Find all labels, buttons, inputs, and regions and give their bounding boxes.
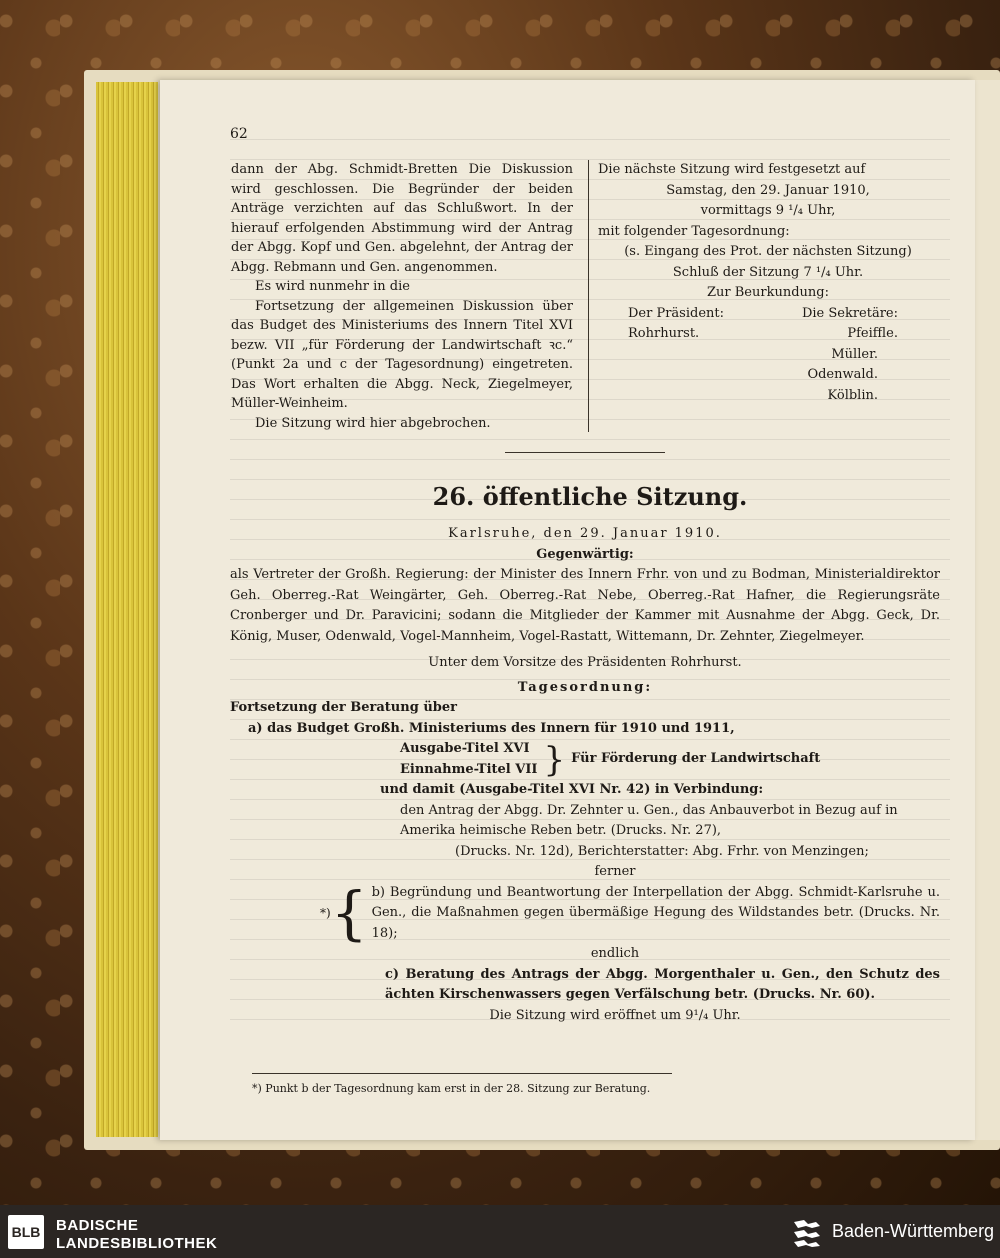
secretary-name: Kölblin. bbox=[827, 387, 878, 403]
signature-row bbox=[598, 324, 938, 345]
agenda-line: den Antrag der Abgg. Dr. Zehnter u. Gen., das Anbauverbot in Bezug auf in Amerika heimische Reben betr. (Drucks. Nr. 27), bbox=[400, 802, 898, 838]
blb-name-line2: LANDESBIBLIOTHEK bbox=[56, 1235, 218, 1252]
next-date: Samstag, den 29. Januar 1910, bbox=[666, 182, 870, 198]
agenda-endlich: endlich bbox=[590, 946, 640, 961]
footnote-mark: *) bbox=[320, 906, 331, 920]
president-label: Der Präsident: bbox=[628, 305, 724, 321]
secretary-name: Müller. bbox=[831, 346, 878, 362]
next-session: Die nächste Sitzung wird festgesetzt auf bbox=[598, 162, 866, 177]
agenda-line: a) das Budget Großh. Ministeriums des Innern für 1910 und 1911, bbox=[248, 720, 735, 736]
bw-lions-icon[interactable] bbox=[790, 1216, 826, 1248]
footnote-rule bbox=[252, 1073, 672, 1074]
opening: Die Sitzung wird eröffnet um 9¹/₄ Uhr. bbox=[489, 1007, 741, 1023]
section-rule bbox=[505, 452, 665, 453]
bw-name[interactable]: Baden-Württemberg bbox=[832, 1221, 995, 1241]
page-edges bbox=[96, 82, 158, 1137]
place-date: Karlsruhe, den 29. Januar 1910. bbox=[448, 526, 722, 541]
paragraph: dann der Abg. Schmidt-Bretten Die Diskussion wird geschlossen. Die Begründer der beiden Anträge verzichten auf das Schlußwort. In der hierauf erfolgenden Abstimmung wird der Antrag der Abgg. Kopf und Gen. abgelehnt, der Antrag der Abgg. Rebmann und Gen. angenommen. bbox=[231, 162, 573, 275]
blb-logo[interactable]: BLB bbox=[8, 1215, 44, 1249]
agenda-ferner: ferner bbox=[594, 864, 636, 879]
agenda-line: Fortsetzung der Beratung über bbox=[230, 700, 457, 715]
left-column bbox=[231, 160, 573, 433]
footnote: *) Punkt b der Tagesordnung kam erst in der 28. Sitzung zur Beratung. bbox=[252, 1082, 651, 1095]
title-out: Ausgabe-Titel XVI bbox=[400, 741, 530, 756]
next-time: vormittags 9 ¹/₄ Uhr, bbox=[700, 203, 836, 218]
blb-name-line1: BADISCHE bbox=[56, 1217, 139, 1234]
secretary-name: Pfeiffle. bbox=[847, 326, 898, 341]
present-label: Gegenwärtig: bbox=[536, 546, 634, 562]
page-number: 62 bbox=[230, 126, 248, 142]
attendees: als Vertreter der Großh. Regierung: der Minister des Innern Frhr. von und zu Bodman, Ministerialdirektor Geh. Oberreg.-Rat Weingärter, Geh. Oberreg.-Rat Nebe, Oberreg.-Rat Hafner, die Regierungsräte Cronberger und Dr. Paravicini; sodann die Mitglieder der Kammer mit Ausnahme der Abgg. Geck, Dr. König, Muser, Odenwald, Vogel-Mannheim, Vogel-Rastatt, Wittemann, Dr. Zehnter, Ziegelmeyer. bbox=[230, 567, 940, 644]
session-close: Schluß der Sitzung 7 ¹/₄ Uhr. bbox=[672, 264, 864, 280]
secretary-name: Odenwald. bbox=[807, 367, 878, 382]
title-subject: Für Förderung der Landwirtschaft bbox=[571, 751, 821, 767]
agenda-ref: (s. Eingang des Prot. der nächsten Sitzung) bbox=[624, 244, 912, 259]
agenda-intro: mit folgender Tagesordnung: bbox=[598, 223, 790, 239]
president-name: Rohrhurst. bbox=[628, 326, 700, 341]
budget-titles bbox=[230, 739, 940, 780]
title-list bbox=[400, 739, 538, 780]
session-heading: 26. öffentliche Sitzung. bbox=[432, 482, 748, 511]
paragraph: Fortsetzung der allgemeinen Diskussion über das Budget des Ministeriums des Innern Titel XVI bezw. VII „für Förderung der Landwirtschaft ꝛc.“ (Punkt 2a und c der Tagesordnung) eingetreten. Das Wort erhalten die Abgg. Neck, Ziegelmeyer, Müller-Weinheim. bbox=[231, 298, 573, 411]
item-c: c) Beratung des Antrags der Abgg. Morgenthaler u. Gen., den Schutz des ächten Kirschenwassers gegen Verfälschung betr. (Drucks. Nr. 60). bbox=[385, 966, 940, 1002]
column-divider bbox=[588, 160, 589, 432]
title-in: Einnahme-Titel VII bbox=[400, 761, 538, 777]
signature-labels bbox=[598, 304, 938, 325]
certification: Zur Beurkundung: bbox=[707, 285, 829, 300]
secretaries-label: Die Sekretäre: bbox=[801, 305, 898, 321]
paragraph: Die Sitzung wird hier abgebrochen. bbox=[255, 415, 491, 431]
agenda-line: (Drucks. Nr. 12d), Berichterstatter: Abg. Frhr. von Menzingen; bbox=[455, 843, 869, 859]
item-b: b) Begründung und Beantwortung der Interpellation der Abgg. Schmidt-Karlsruhe u. Gen., die Maßnahmen gegen übermäßige Hegung des Wildstandes betr. (Drucks. Nr. 18); bbox=[371, 884, 940, 941]
agenda-item-b bbox=[230, 879, 940, 948]
session-body bbox=[230, 524, 940, 1026]
right-column bbox=[598, 160, 938, 406]
brace: } bbox=[543, 739, 566, 780]
paragraph: Es wird nunmehr in die bbox=[255, 279, 410, 294]
chair: Unter dem Vorsitze des Präsidenten Rohrhurst. bbox=[428, 655, 742, 670]
agenda-label: Tagesordnung: bbox=[517, 679, 653, 695]
agenda-line: und damit (Ausgabe-Titel XVI Nr. 42) in Verbindung: bbox=[380, 782, 764, 797]
brace: { bbox=[330, 879, 368, 948]
footer-bar bbox=[0, 1205, 1000, 1258]
